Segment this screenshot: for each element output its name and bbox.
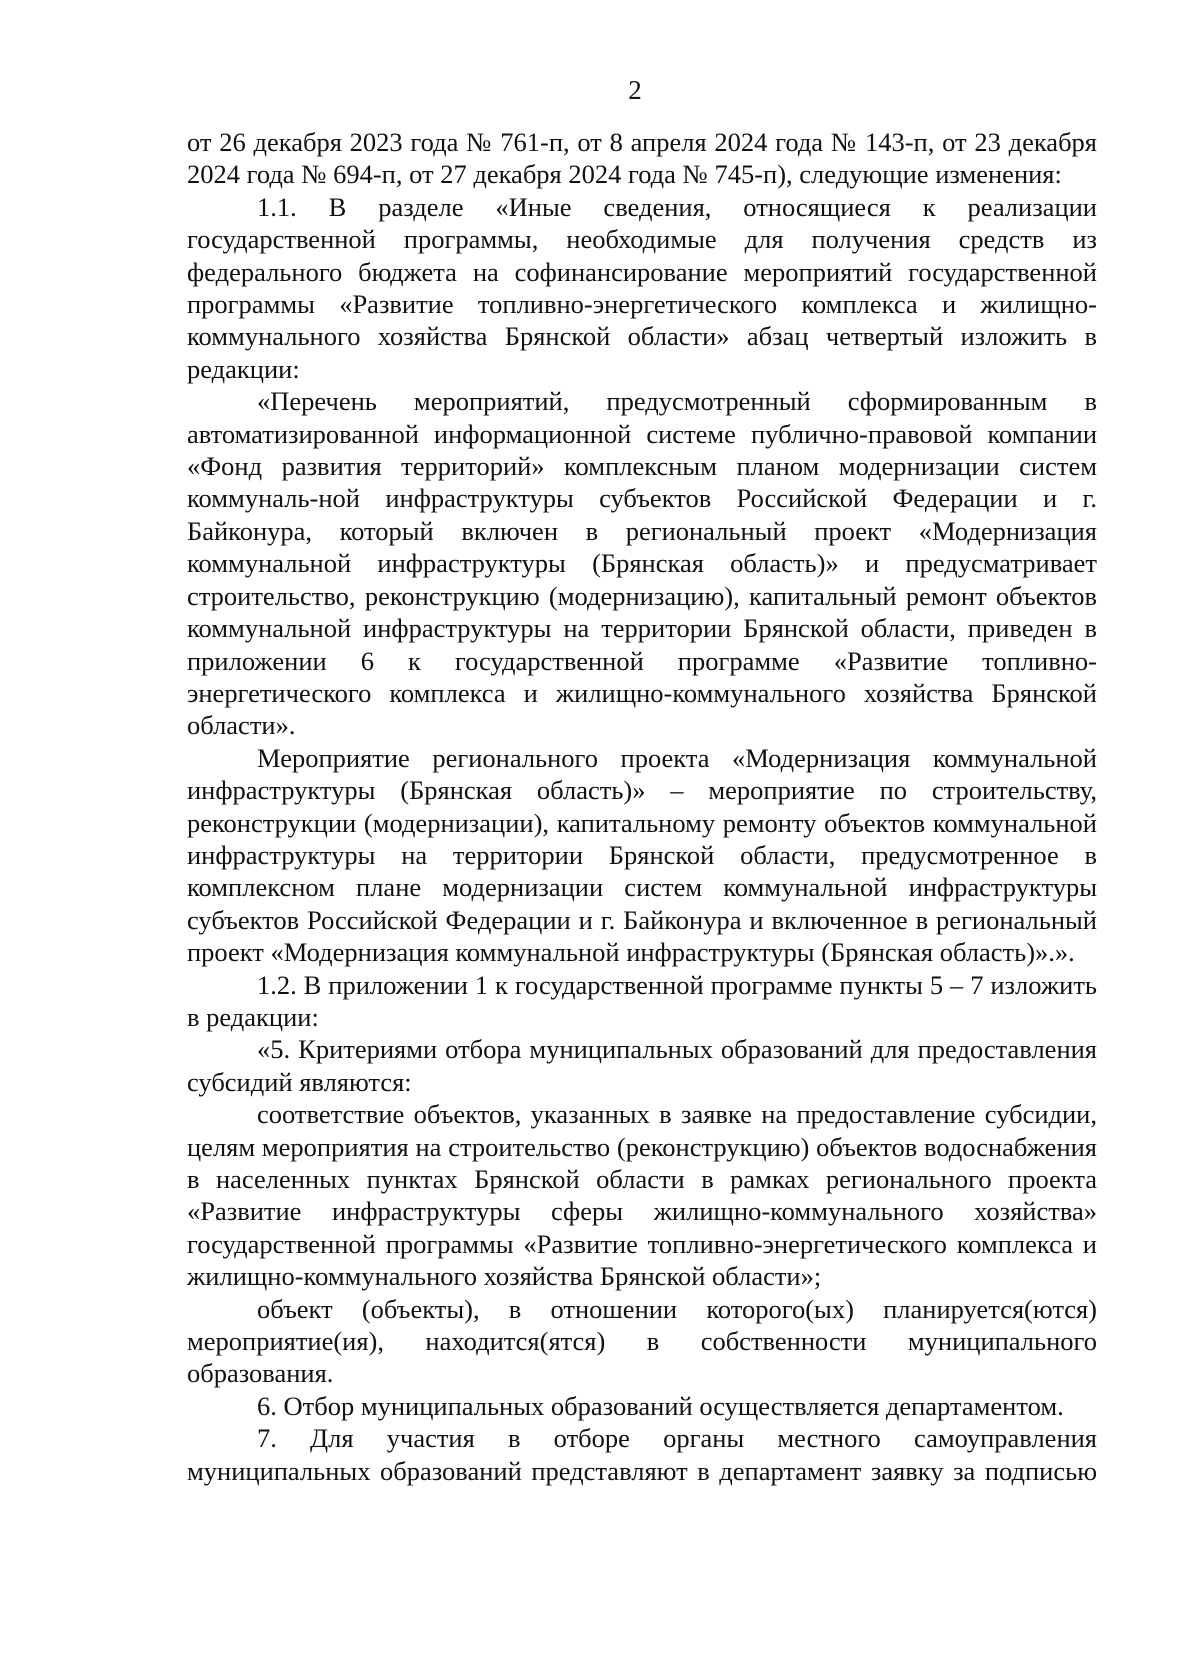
paragraph-criterion-ownership: объект (объекты), в отношении которого(ых) планируется(ются) мероприятие(ия), находится(ятся) в собственности муниципального образования.: [187, 1293, 1097, 1389]
paragraph-regional-project-measure: Мероприятие регионального проекта «Модернизация коммунальной инфраструктуры (Брянская область)» – мероприятие по строительству, реконструкции (модернизации), капитальному ремонту объектов коммунальной инфраструктуры на территории Брянской области, предусмотренное в комплексном плане модернизации систем коммунальной инфраструктуры субъектов Российской Федерации и г. Байконура и включенное в региональный проект «Модернизация коммунальной инфраструктуры (Брянская область)».».: [187, 742, 1097, 968]
page-number: 2: [628, 75, 642, 105]
paragraph-item-6: 6. Отбор муниципальных образований осуществляется департаментом.: [257, 1390, 1064, 1421]
document-body: [187, 126, 1097, 1487]
paragraph-item-7: 7. Для участия в отборе органы местного самоуправления муниципальных образований представляют в департамент заявку за подписью: [187, 1423, 1097, 1486]
paragraph-item-5: «5. Критериями отбора муниципальных образований для предоставления субсидий являются:: [187, 1034, 1097, 1097]
paragraph-criterion-compliance: соответствие объектов, указанных в заявке на предоставление субсидии, целям мероприятия на строительство (реконструкцию) объектов водоснабжения в населенных пунктах Брянской области в рамках регионального проекта «Развитие инфраструктуры сферы жилищно-коммунального хозяйства» государственной программы «Развитие топливно-энергетического комплекса и жилищно-коммунального хозяйства Брянской области»;: [187, 1099, 1097, 1292]
paragraph-intro: от 26 декабря 2023 года № 761-п, от 8 апреля 2024 года № 143-п, от 23 декабря 2024 года № 694-п, от 27 декабря 2024 года № 745-п), следующие изменения:: [187, 127, 1097, 190]
paragraph-1-1: 1.1. В разделе «Иные сведения, относящиеся к реализации государственной программы, необходимые для получения средств из федерального бюджета на софинансирование мероприятий государственной программы «Развитие топливно-энергетического комплекса и жилищно-коммунального хозяйства Брянской области» абзац четвертый изложить в редакции:: [187, 191, 1097, 384]
paragraph-list-of-measures: «Перечень мероприятий, предусмотренный сформированным в автоматизированной информационной системе публично-правовой компании «Фонд развития территорий» комплексным планом модернизации систем коммуналь-ной инфраструктуры субъектов Российской Федерации и г. Байконура, который включен в региональный проект «Модернизация коммунальной инфраструктуры (Брянская область)» и предусматривает строительство, реконструкцию (модернизацию), капитальный ремонт объектов коммунальной инфраструктуры на территории Брянской области, приведен в приложении 6 к государственной программе «Развитие топливно-энергетического комплекса и жилищно-коммунального хозяйства Брянской области».: [187, 386, 1097, 741]
paragraph-1-2: 1.2. В приложении 1 к государственной программе пункты 5 – 7 изложить в редакции:: [187, 969, 1097, 1032]
